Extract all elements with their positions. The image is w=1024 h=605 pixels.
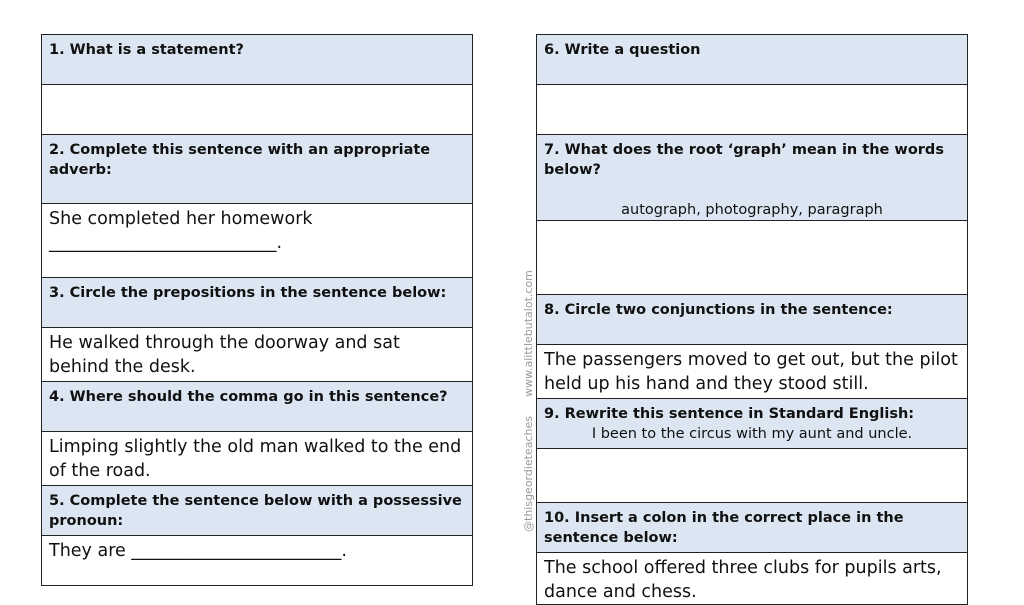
question-5: 5. Complete the sentence below with a possessive pronoun: <box>42 486 473 536</box>
answer-4[interactable]: Limping slightly the old man walked to the end of the road. <box>42 432 473 486</box>
answer-6[interactable] <box>537 85 968 135</box>
answer-10[interactable]: The school offered three clubs for pupils arts, dance and chess. <box>537 553 968 605</box>
question-4: 4. Where should the comma go in this sentence? <box>42 382 473 432</box>
question-10: 10. Insert a colon in the correct place in the sentence below: <box>537 503 968 553</box>
question-2: 2. Complete this sentence with an appropriate adverb: <box>42 135 473 204</box>
question-7-words: autograph, photography, paragraph <box>621 202 883 218</box>
answer-5[interactable]: They are ________________________. <box>42 536 473 586</box>
question-8: 8. Circle two conjunctions in the sentence: <box>537 295 968 345</box>
answer-1[interactable] <box>42 85 473 135</box>
answer-2[interactable]: She completed her homework __________________________. <box>42 204 473 278</box>
question-3: 3. Circle the prepositions in the sentence below: <box>42 278 473 328</box>
question-9-text: 9. Rewrite this sentence in Standard English: <box>544 406 915 422</box>
watermark-handle: @thisgeordieteaches <box>522 415 535 532</box>
watermark <box>522 270 538 532</box>
answer-9[interactable] <box>537 449 968 503</box>
answer-8[interactable]: The passengers moved to get out, but the pilot held up his hand and they stood still. <box>537 345 968 399</box>
question-7 <box>537 135 968 221</box>
question-1: 1. What is a statement? <box>42 35 473 85</box>
answer-7[interactable] <box>537 221 968 295</box>
watermark-site: www.alittlebutalot.com <box>522 270 535 397</box>
question-9-sentence: I been to the circus with my aunt and uncle. <box>591 426 913 442</box>
question-7-text: 7. What does the root ‘graph’ mean in the words below? <box>544 142 944 178</box>
question-9 <box>537 399 968 449</box>
answer-3[interactable]: He walked through the doorway and sat behind the desk. <box>42 328 473 382</box>
question-6: 6. Write a question <box>537 35 968 85</box>
right-question-table <box>536 34 968 605</box>
left-question-table <box>41 34 473 586</box>
